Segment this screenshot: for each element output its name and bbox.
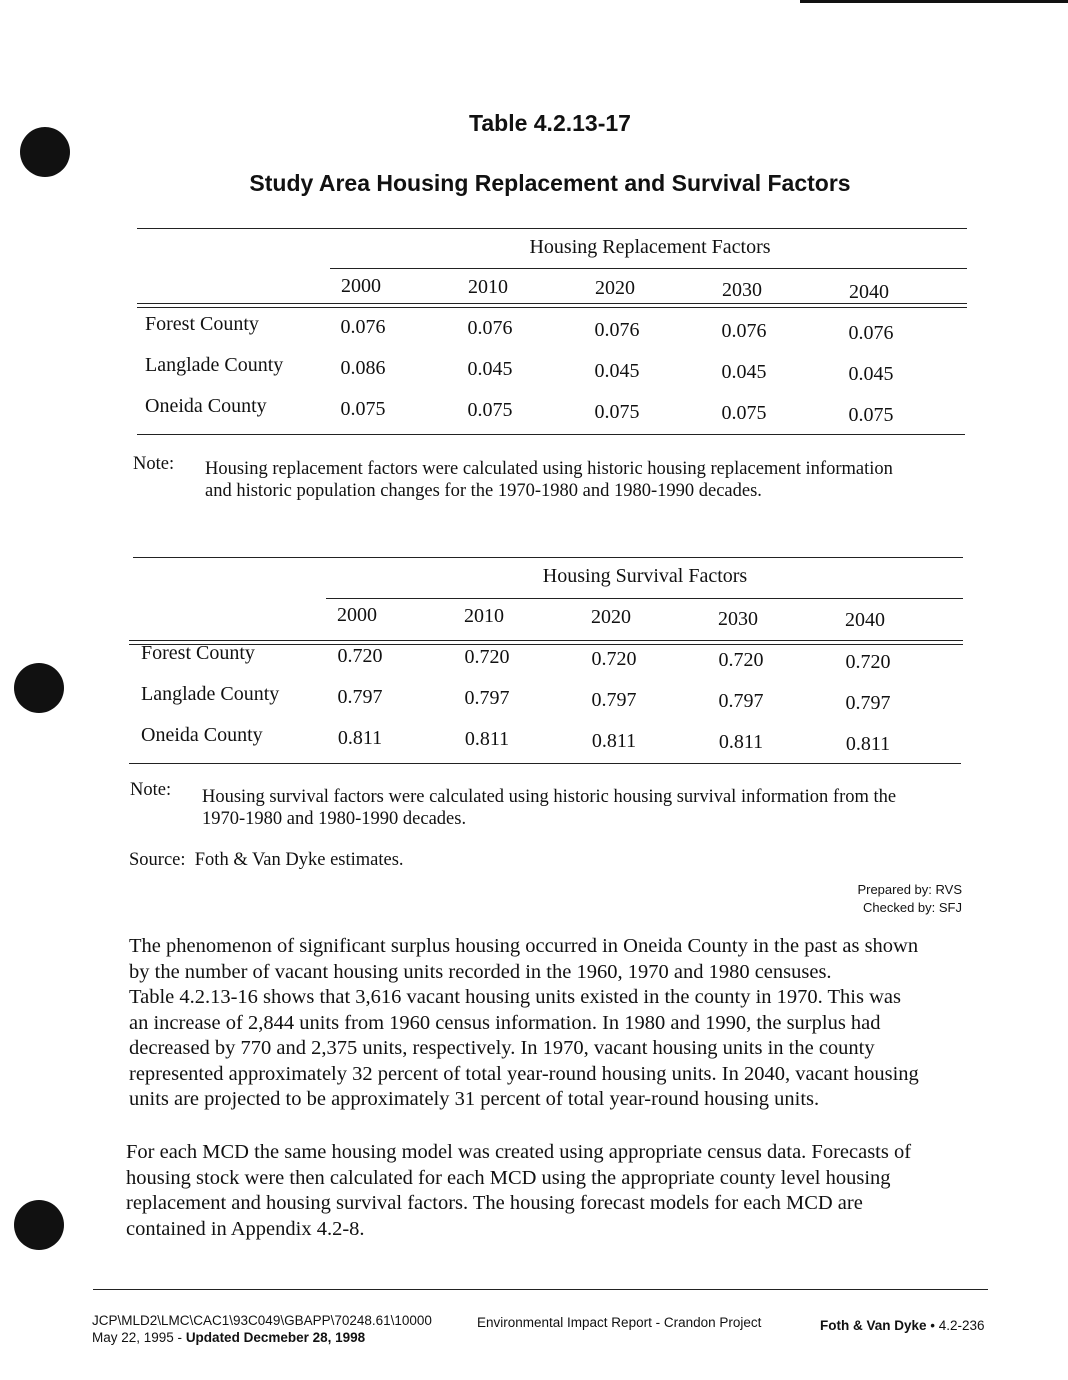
source-line	[129, 849, 404, 871]
table-cell: 0.797	[337, 686, 383, 708]
note-line: Housing survival factors were calculated using historic housing survival information from the	[202, 787, 897, 807]
footer-date	[92, 1329, 432, 1346]
paragraph-line: housing stock were then calculated for each MCD using the appropriate county level housing	[126, 1166, 891, 1189]
year-header: 2030	[718, 608, 758, 630]
table-cell: 0.720	[845, 651, 891, 673]
table-cell: 0.811	[591, 730, 637, 752]
paragraph-line: by the number of vacant housing units recorded in the 1960, 1970 and 1980 censuses.	[129, 960, 832, 983]
note-label: Note:	[130, 780, 172, 800]
year-header: 2000	[341, 275, 381, 297]
table-cell: 0.811	[337, 727, 383, 749]
table-cell: 0.797	[464, 687, 510, 709]
table-cell: 0.720	[464, 646, 510, 668]
table-cell: 0.720	[337, 645, 383, 667]
year-header: 2030	[722, 279, 762, 301]
table-cell: 0.797	[845, 692, 891, 714]
note-line: 1970-1980 and 1980-1990 decades.	[202, 809, 467, 829]
row-label: Langlade County	[145, 354, 284, 376]
table-bottom-rule	[129, 763, 961, 764]
year-header: 2020	[591, 606, 631, 628]
year-header: 2010	[468, 276, 508, 298]
table-cell: 0.076	[848, 322, 894, 344]
table-cell: 0.075	[594, 401, 640, 423]
table-cell: 0.720	[591, 648, 637, 670]
survival-group-header: Housing Survival Factors	[542, 565, 748, 587]
binder-hole-icon	[14, 663, 64, 713]
year-header: 2040	[845, 609, 885, 631]
checked-by: Checked by: SFJ	[863, 900, 962, 915]
paragraph-line: represented approximately 32 percent of total year-round housing units. In 2040, vacant housing	[129, 1062, 919, 1085]
table-cell: 0.045	[721, 361, 767, 383]
top-edge-rule	[800, 0, 1068, 3]
note-label: Note:	[133, 454, 175, 474]
year-header: 2000	[337, 604, 377, 626]
paragraph-line: an increase of 2,844 units from 1960 census information. In 1980 and 1990, the surplus had	[129, 1011, 881, 1034]
table-bottom-rule	[137, 434, 965, 435]
row-label: Forest County	[141, 642, 255, 664]
table-cell: 0.045	[467, 358, 513, 380]
body-paragraph-2	[126, 1140, 956, 1242]
original-date: May 22, 1995 -	[92, 1330, 186, 1345]
table-cell: 0.720	[718, 649, 764, 671]
footer-right	[820, 1318, 985, 1333]
table-cell: 0.075	[467, 399, 513, 421]
survival-note	[202, 786, 896, 830]
paragraph-line: For each MCD the same housing model was created using appropriate census data. Forecasts of	[126, 1141, 912, 1163]
replacement-group-header: Housing Replacement Factors	[529, 236, 771, 258]
footer-rule	[93, 1289, 988, 1290]
paragraph-line: The phenomenon of significant surplus housing occurred in Oneida County in the past as shown	[129, 935, 919, 957]
body-paragraph-1	[129, 934, 959, 1113]
table-cell: 0.045	[848, 363, 894, 385]
table-caption: Study Area Housing Replacement and Survival Factors	[249, 170, 851, 196]
table-cell: 0.797	[591, 689, 637, 711]
page-number: • 4.2-236	[926, 1318, 985, 1333]
report-title: Environmental Impact Report - Crandon Project	[477, 1315, 762, 1330]
paragraph-line: contained in Appendix 4.2-8.	[126, 1217, 365, 1240]
paragraph-line: Table 4.2.13-16 shows that 3,616 vacant housing units existed in the county in 1970. This was	[129, 986, 901, 1008]
table-cell: 0.086	[340, 357, 386, 379]
prepared-by: Prepared by: RVS	[857, 882, 962, 897]
group-header-rule	[326, 598, 963, 599]
note-line: Housing replacement factors were calculated using historic housing replacement information	[205, 459, 893, 479]
year-header: 2040	[849, 281, 889, 303]
binder-hole-icon	[14, 1200, 64, 1250]
header-double-rule	[137, 303, 967, 308]
table-cell: 0.811	[718, 731, 764, 753]
table-cell: 0.076	[340, 316, 386, 338]
prepared-block	[762, 881, 962, 917]
paragraph-line: replacement and housing survival factors. The housing forecast models for each MCD are	[126, 1192, 863, 1214]
table-cell: 0.075	[848, 404, 894, 426]
table-cell: 0.811	[845, 733, 891, 755]
source-label: Source:	[129, 850, 186, 870]
footer-left	[92, 1312, 432, 1346]
table-cell: 0.075	[721, 402, 767, 424]
table-cell: 0.075	[340, 398, 386, 420]
note-line: and historic population changes for the 1970-1980 and 1980-1990 decades.	[205, 481, 762, 501]
row-label: Oneida County	[141, 724, 263, 746]
group-header-rule	[330, 268, 967, 269]
replacement-note	[205, 458, 893, 502]
paragraph-line: units are projected to be approximately 31 percent of total year-round housing units.	[129, 1088, 820, 1110]
table-top-rule	[133, 557, 963, 558]
table-cell: 0.076	[467, 317, 513, 339]
table-cell: 0.045	[594, 360, 640, 382]
table-cell: 0.076	[721, 320, 767, 342]
table-cell: 0.811	[464, 728, 510, 750]
table-cell: 0.076	[594, 319, 640, 341]
year-header: 2010	[464, 605, 504, 627]
paragraph-line: decreased by 770 and 2,375 units, respectively. In 1970, vacant housing units in the county	[129, 1037, 875, 1059]
updated-date: Updated Decmeber 28, 1998	[185, 1330, 366, 1345]
row-label: Oneida County	[145, 395, 267, 417]
row-label: Forest County	[145, 313, 259, 335]
year-header: 2020	[595, 277, 635, 299]
table-cell: 0.797	[718, 690, 764, 712]
file-path: JCP\MLD2\LMC\CAC1\93C049\GBAPP\70248.61\10000	[92, 1313, 432, 1328]
source-text: Foth & Van Dyke estimates.	[194, 850, 404, 870]
company-name: Foth & Van Dyke	[820, 1318, 927, 1333]
row-label: Langlade County	[141, 683, 280, 705]
table-top-rule	[137, 228, 967, 229]
table-number: Table 4.2.13-17	[469, 110, 631, 136]
